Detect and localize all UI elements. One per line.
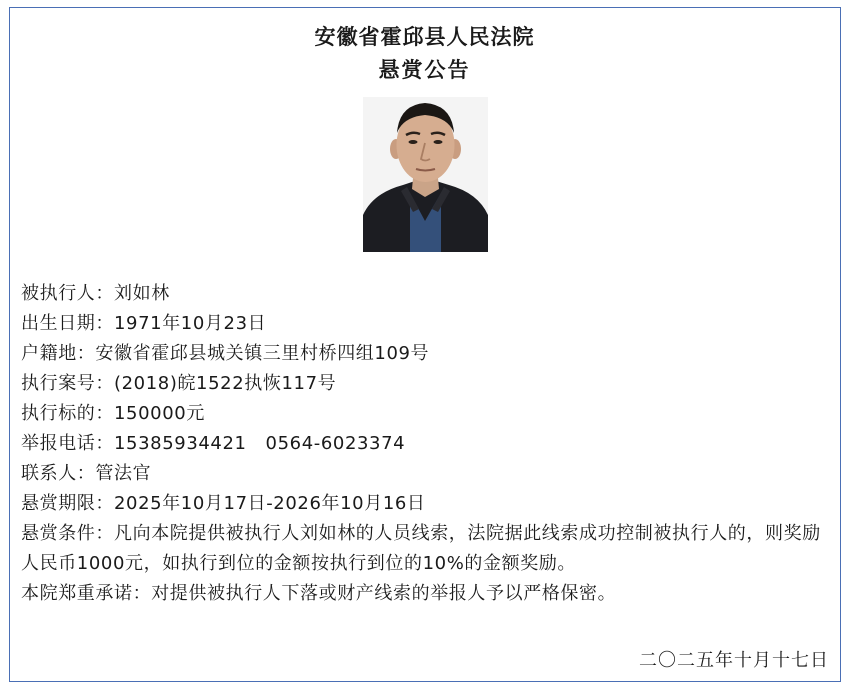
birth-line — [21, 309, 836, 339]
phone-label: 举报电话： — [21, 433, 114, 454]
period-line — [21, 489, 836, 519]
phone-value: 15385934421 0564-6023374 — [114, 433, 406, 454]
person-label: 被执行人： — [21, 283, 114, 304]
amount-line — [21, 399, 836, 429]
birth-value: 1971年10月23日 — [114, 313, 267, 334]
person-line — [21, 279, 836, 309]
phone-line — [21, 429, 836, 459]
contact-line — [21, 459, 836, 489]
court-name: 安徽省霍邱县人民法院 — [314, 25, 535, 49]
period-value: 2025年10月17日-2026年10月16日 — [114, 493, 426, 514]
person-photo — [363, 97, 488, 252]
birth-label: 出生日期： — [21, 313, 114, 334]
conditions-paragraph — [21, 519, 836, 579]
conditions-label: 悬赏条件： — [21, 523, 114, 544]
case-line — [21, 369, 836, 399]
promise-value: 对提供被执行人下落或财产线索的举报人予以严格保密。 — [151, 583, 617, 604]
promise-label: 本院郑重承诺： — [21, 583, 152, 604]
contact-value: 管法官 — [95, 463, 152, 484]
case-value: (2018)皖1522执恢117号 — [114, 373, 337, 394]
promise-line — [21, 579, 836, 609]
contact-label: 联系人： — [21, 463, 96, 484]
case-label: 执行案号： — [21, 373, 114, 394]
period-label: 悬赏期限： — [21, 493, 114, 514]
conditions-value: 凡向本院提供被执行人刘如林的人员线索，法院据此线索成功控制被执行人的，则奖励人民币1000元，如执行到位的金额按执行到位的10%的金额奖励。 — [21, 523, 821, 574]
amount-label: 执行标的： — [21, 403, 114, 424]
notice-body — [21, 279, 836, 609]
notice-date: 二〇二五年十月十七日 — [639, 650, 829, 671]
domicile-line — [21, 339, 836, 369]
domicile-value: 安徽省霍邱县城关镇三里村桥四组109号 — [95, 343, 430, 364]
person-value: 刘如林 — [114, 283, 170, 304]
amount-value: 150000元 — [114, 403, 205, 424]
domicile-label: 户籍地： — [21, 343, 96, 364]
notice-title: 悬赏公告 — [378, 58, 471, 82]
